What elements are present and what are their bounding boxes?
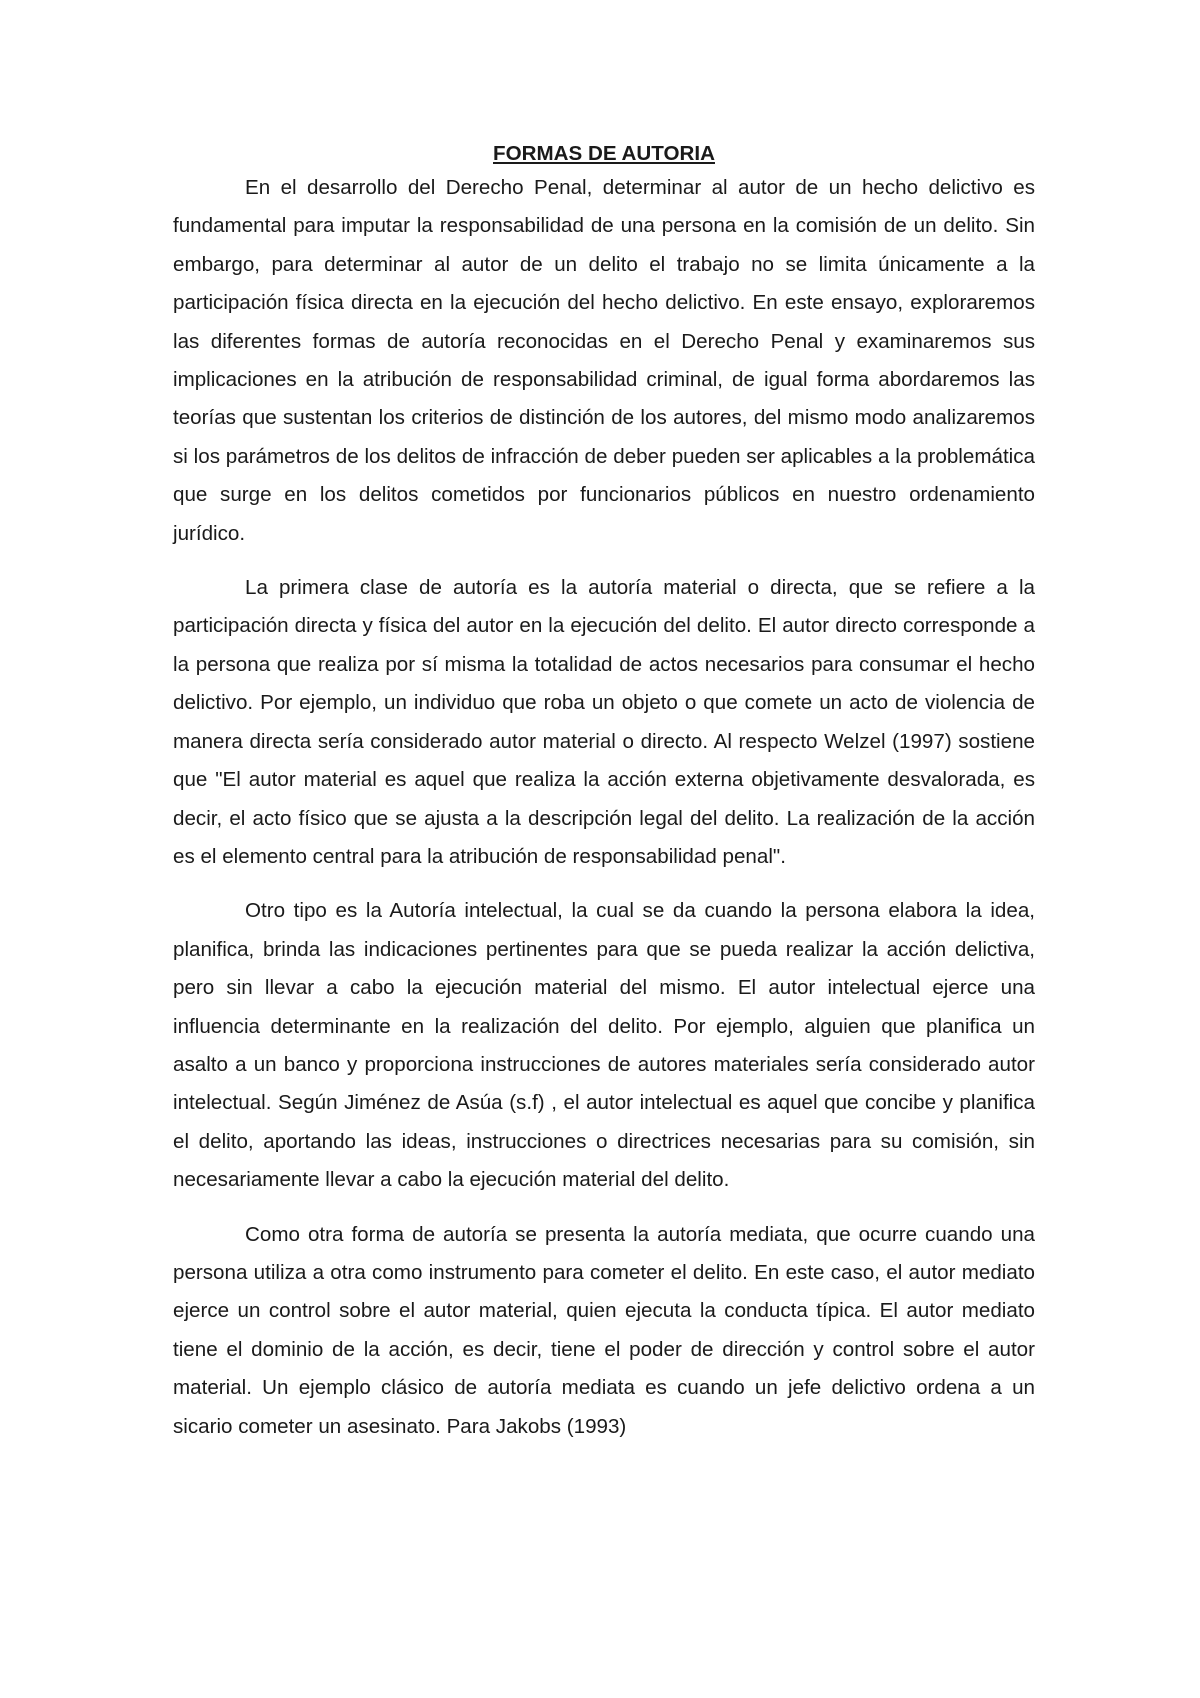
paragraph-autoria-mediata: Como otra forma de autoría se presenta la autoría mediata, que ocurre cuando una persona utiliza a otra como instrumento para cometer el delito. En este caso, el autor mediato ejerce un control sobre el autor material, quien ejecuta la conducta típica. El autor mediato tiene el dominio de la acción, es decir, tiene el poder de dirección y control sobre el autor material. Un ejemplo clásico de autoría mediata es cuando un jefe delictivo ordena a un sicario cometer un asesinato. Para Jakobs (1993)	[173, 1222, 1035, 1438]
paragraph-autoria-intelectual: Otro tipo es la Autoría intelectual, la cual se da cuando la persona elabora la idea, planifica, brinda las indicaciones pertinentes para que se pueda realizar la acción delictiva, pero sin llevar a cabo la ejecución material del mismo. El autor intelectual ejerce una influencia determinante en la realización del delito. Por ejemplo, alguien que planifica un asalto a un banco y proporciona instrucciones de autores materiales sería considerado autor intelectual. Según Jiménez de Asúa (s.f) , el autor intelectual es aquel que concibe y planifica el delito, aportando las ideas, instrucciones o directrices necesarias para su comisión, sin necesariamente llevar a cabo la ejecución material del delito.	[173, 899, 1035, 1192]
paragraph-introduction: En el desarrollo del Derecho Penal, determinar al autor de un hecho delictivo es fundamental para imputar la responsabilidad de una persona en la comisión de un delito. Sin embargo, para determinar al autor de un delito el trabajo no se limita únicamente a la participación física directa en la ejecución del hecho delictivo. En este ensayo, exploraremos las diferentes formas de autoría reconocidas en el Derecho Penal y examinaremos sus implicaciones en la atribución de responsabilidad criminal, de igual forma abordaremos las teorías que sustentan los criterios de distinción de los autores, del mismo modo analizaremos si los parámetros de los delitos de infracción de deber pueden ser aplicables a la problemática que surge en los delitos cometidos por funcionarios públicos en nuestro ordenamiento jurídico.	[173, 176, 1035, 545]
document-page	[173, 140, 1035, 1462]
document-title: FORMAS DE AUTORIA	[493, 142, 715, 165]
paragraph-autoria-material: La primera clase de autoría es la autoría material o directa, que se refiere a la participación directa y física del autor en la ejecución del delito. El autor directo corresponde a la persona que realiza por sí misma la totalidad de actos necesarios para consumar el hecho delictivo. Por ejemplo, un individuo que roba un objeto o que comete un acto de violencia de manera directa sería considerado autor material o directo. Al respecto Welzel (1997) sostiene que "El autor material es aquel que realiza la acción externa objetivamente desvalorada, es decir, el acto físico que se ajusta a la descripción legal del delito. La realización de la acción es el elemento central para la atribución de responsabilidad penal".	[173, 576, 1035, 868]
